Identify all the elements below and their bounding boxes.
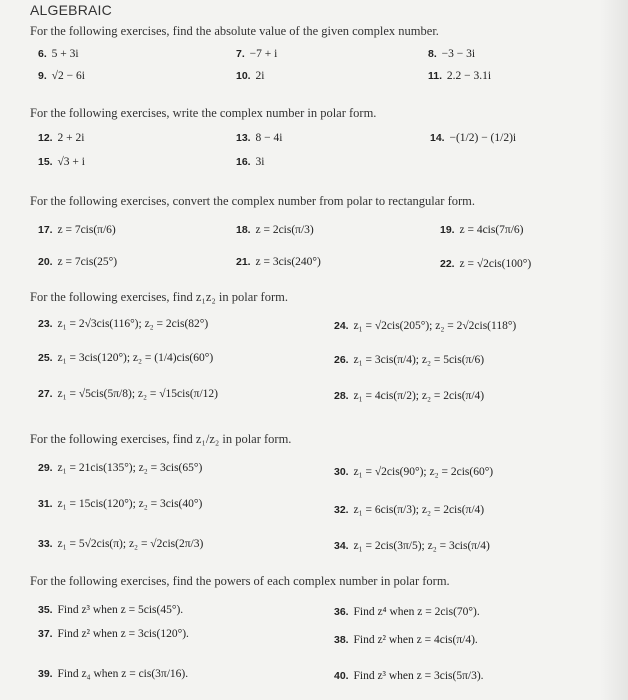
exercise-number: 37. [38, 628, 53, 640]
section-instruction: For the following exercises, find z₁z₂ in polar form. [30, 290, 288, 304]
exercise-number: 20. [38, 256, 53, 268]
exercise-expression: Find z³ when z = 3cis(5π/3). [353, 670, 484, 682]
exercise-number: 26. [334, 354, 349, 366]
exercise-expression: Find z₄ when z = cis(3π/16). [57, 668, 189, 680]
exercise [334, 634, 478, 646]
exercise-expression: z = 7cis(π/6) [57, 224, 116, 236]
exercise-number: 6. [38, 48, 47, 60]
exercise-number: 15. [38, 156, 53, 168]
exercise-number: 27. [38, 388, 53, 400]
exercise-expression: z = 4cis(7π/6) [459, 224, 524, 236]
exercise-expression: z₁ = √5cis(5π/8); z₂ = √15cis(π/12) [57, 388, 218, 400]
exercise [236, 70, 264, 82]
exercise-expression: z₁ = 6cis(π/3); z₂ = 2cis(π/4) [353, 504, 485, 516]
exercise-expression: 5 + 3i [51, 48, 79, 60]
exercise [430, 132, 516, 144]
exercise [334, 354, 484, 366]
exercise [440, 224, 524, 236]
exercise-expression: Find z² when z = 4cis(π/4). [353, 634, 478, 646]
exercise-number: 33. [38, 538, 53, 550]
exercise-expression: z = √2cis(100°) [459, 258, 532, 270]
exercise-number: 34. [334, 540, 349, 552]
exercise-expression: Find z⁴ when z = 2cis(70°). [353, 606, 480, 618]
exercise [236, 132, 282, 144]
exercise-expression: √3 + i [57, 156, 85, 168]
exercise-number: 36. [334, 606, 349, 618]
exercise-number: 17. [38, 224, 53, 236]
exercise-number: 7. [236, 48, 245, 60]
exercise-number: 19. [440, 224, 455, 236]
exercise-number: 38. [334, 634, 349, 646]
section-instruction: For the following exercises, find the absolute value of the given complex number. [30, 24, 439, 38]
exercise-number: 30. [334, 466, 349, 478]
exercise [334, 606, 480, 618]
exercise-number: 29. [38, 462, 53, 474]
exercise-expression: Find z² when z = 3cis(120°). [57, 628, 189, 640]
section-instruction: For the following exercises, find z₁/z₂ in polar form. [30, 432, 292, 446]
exercise-expression: z = 2cis(π/3) [255, 224, 314, 236]
exercise-expression: 2i [255, 70, 265, 82]
exercise-number: 23. [38, 318, 53, 330]
exercise [334, 320, 516, 332]
page-title: ALGEBRAIC [30, 2, 112, 18]
exercise [236, 224, 314, 236]
exercise [38, 604, 183, 616]
exercise [236, 48, 277, 60]
exercise-number: 14. [430, 132, 445, 144]
exercise-number: 24. [334, 320, 349, 332]
section-instruction: For the following exercises, convert the complex number from polar to rectangular form. [30, 194, 475, 208]
exercise-number: 21. [236, 256, 251, 268]
exercise-expression: −3 − 3i [441, 48, 476, 60]
exercise-expression: z = 7cis(25°) [57, 256, 118, 268]
exercise-expression: 3i [255, 156, 265, 168]
exercise [440, 258, 531, 270]
exercise-expression: z = 3cis(240°) [255, 256, 321, 268]
exercise-expression: z₁ = √2cis(205°); z₂ = 2√2cis(118°) [353, 320, 517, 332]
exercise-expression: −7 + i [249, 48, 278, 60]
section-instruction: For the following exercises, write the complex number in polar form. [30, 106, 377, 120]
exercise-number: 9. [38, 70, 47, 82]
exercise-expression: z₁ = 3cis(π/4); z₂ = 5cis(π/6) [353, 354, 485, 366]
exercise [236, 156, 264, 168]
exercise-expression: −(1/2) − (1/2)i [449, 132, 517, 144]
exercise-number: 22. [440, 258, 455, 270]
exercise-number: 40. [334, 670, 349, 682]
exercise [334, 540, 490, 552]
exercise-expression: z₁ = 15cis(120°); z₂ = 3cis(40°) [57, 498, 203, 510]
exercise-expression: 2.2 − 3.1i [446, 70, 492, 82]
exercise [428, 48, 475, 60]
exercise [236, 256, 321, 268]
exercise-number: 31. [38, 498, 53, 510]
exercise [428, 70, 491, 82]
exercise [38, 132, 84, 144]
exercise [334, 390, 484, 402]
exercise-expression: z₁ = 3cis(120°); z₂ = (1/4)cis(60°) [57, 352, 214, 364]
exercise [38, 256, 117, 268]
exercise [38, 388, 218, 400]
exercise-expression: z₁ = 2cis(3π/5); z₂ = 3cis(π/4) [353, 540, 490, 552]
exercise [334, 466, 493, 478]
exercise-expression: 2 + 2i [57, 132, 85, 144]
exercise [38, 318, 208, 330]
exercise [334, 670, 484, 682]
section-instruction: For the following exercises, find the powers of each complex number in polar form. [30, 574, 450, 588]
exercise-expression: z₁ = 21cis(135°); z₂ = 3cis(65°) [57, 462, 203, 474]
exercise-number: 32. [334, 504, 349, 516]
exercise [38, 352, 213, 364]
exercise [38, 48, 79, 60]
exercise [38, 498, 202, 510]
exercise-number: 25. [38, 352, 53, 364]
exercise [38, 538, 203, 550]
exercise-number: 39. [38, 668, 53, 680]
exercise [38, 628, 189, 640]
exercise-expression: z₁ = √2cis(90°); z₂ = 2cis(60°) [353, 466, 494, 478]
exercise-expression: z₁ = 5√2cis(π); z₂ = √2cis(2π/3) [57, 538, 204, 550]
exercise [38, 70, 85, 82]
exercise-expression: z₁ = 2√3cis(116°); z₂ = 2cis(82°) [57, 318, 209, 330]
exercise-number: 28. [334, 390, 349, 402]
exercise-number: 8. [428, 48, 437, 60]
exercise-expression: 8 − 4i [255, 132, 283, 144]
exercise [334, 504, 484, 516]
exercise [38, 224, 116, 236]
exercise [38, 156, 85, 168]
exercise-expression: z₁ = 4cis(π/2); z₂ = 2cis(π/4) [353, 390, 485, 402]
page-edge-shadow [600, 0, 628, 700]
exercise-number: 12. [38, 132, 53, 144]
exercise-expression: √2 − 6i [51, 70, 85, 82]
exercise-number: 18. [236, 224, 251, 236]
exercise [38, 668, 188, 680]
exercise-number: 35. [38, 604, 53, 616]
exercise-number: 13. [236, 132, 251, 144]
exercise-number: 11. [428, 70, 443, 82]
exercise-expression: Find z³ when z = 5cis(45°). [57, 604, 184, 616]
exercise-number: 10. [236, 70, 251, 82]
exercise [38, 462, 202, 474]
exercise-number: 16. [236, 156, 251, 168]
